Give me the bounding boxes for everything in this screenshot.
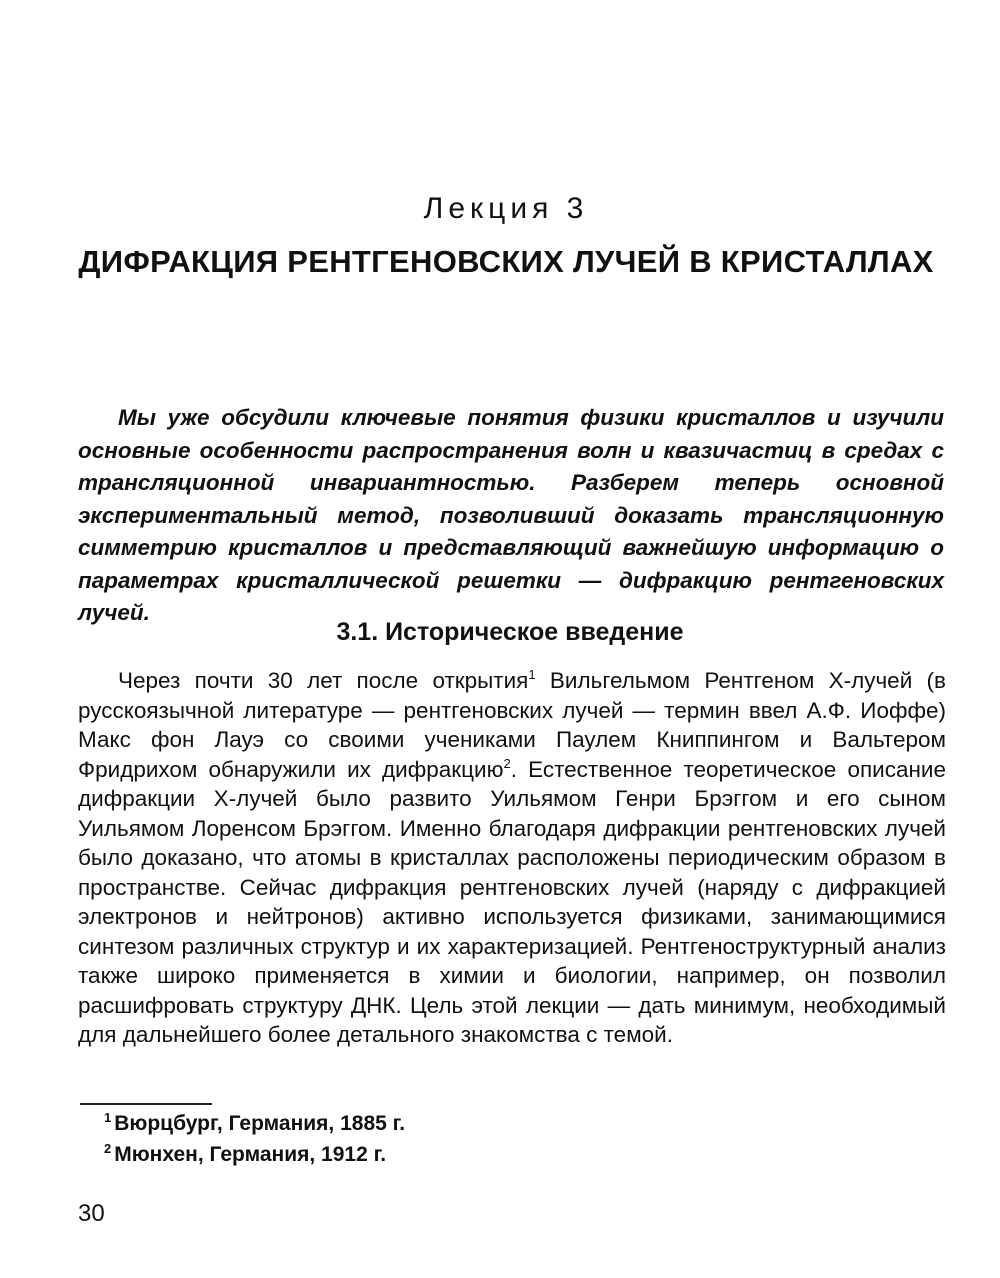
footnote-mark: 2 — [104, 1141, 112, 1156]
footnote-2 — [104, 1139, 405, 1170]
footnote-ref-2: 2 — [503, 755, 511, 771]
abstract-paragraph: Мы уже обсудили ключевые понятия физики кристаллов и изучили основные особенности распространения волн и квазичастиц в средах с трансляционной инвариантностью. Разберем теперь основной экспериментальный метод, позволивший доказать трансляционную симметрию кристаллов и представляющий важнейшую информацию о параметрах кристаллической решетки — дифракцию рентгеновских лучей. — [78, 405, 944, 625]
footnote-text: Вюрцбург, Германия, 1885 г. — [114, 1112, 406, 1135]
footnotes — [104, 1108, 405, 1170]
lecture-label: Лекция 3 — [423, 192, 589, 225]
footnote-1 — [104, 1108, 405, 1139]
lecture-title: ДИФРАКЦИЯ РЕНТГЕНОВСКИХ ЛУЧЕЙ В КРИСТАЛЛАХ — [78, 244, 934, 279]
footnote-ref-1: 1 — [528, 667, 536, 682]
footnote-divider — [80, 1103, 212, 1105]
page-number: 30 — [78, 1200, 105, 1227]
paragraph-text-part-1: Через почти 30 лет после открытия — [118, 668, 529, 693]
footnote-mark: 1 — [104, 1110, 112, 1125]
section-body — [78, 666, 946, 1050]
footnote-text: Мюнхен, Германия, 1912 г. — [114, 1143, 387, 1166]
body-paragraph — [78, 666, 946, 1050]
paragraph-text-part-2: Вильгельмом Рентгеном X-лучей (в русскоязычной литературе — рентгеновских лучей — термин ввел А.Ф. Иоффе) Макс фон Лауэ со своими учениками Паулем Книппингом и Вальтером Фридрихом обнаружили их дифракцию — [78, 668, 946, 782]
paragraph-text-part-3: . Естественное теоретическое описание дифракции X-лучей было развито Уильямом Генри Брэггом и его сыном Уильямом Лоренсом Брэггом. Именно благодаря дифракции рентгеновских лучей было доказано, что атомы в кристаллах расположены периодическим образом в пространстве. Сейчас дифракция рентгеновских лучей (наряду с дифракцией электронов и нейтронов) активно используется физиками, занимающимися синтезом различных структур и их характеризацией. Рентгеноструктурный анализ также широко применяется в химии и биологии, например, он позволил расшифровать структуру ДНК. Цель этой лекции — дать минимум, необходимый для дальнейшего более детального знакомства с темой. — [78, 756, 946, 1047]
lecture-abstract — [78, 402, 944, 630]
section-heading: 3.1. Историческое введение — [336, 618, 684, 646]
